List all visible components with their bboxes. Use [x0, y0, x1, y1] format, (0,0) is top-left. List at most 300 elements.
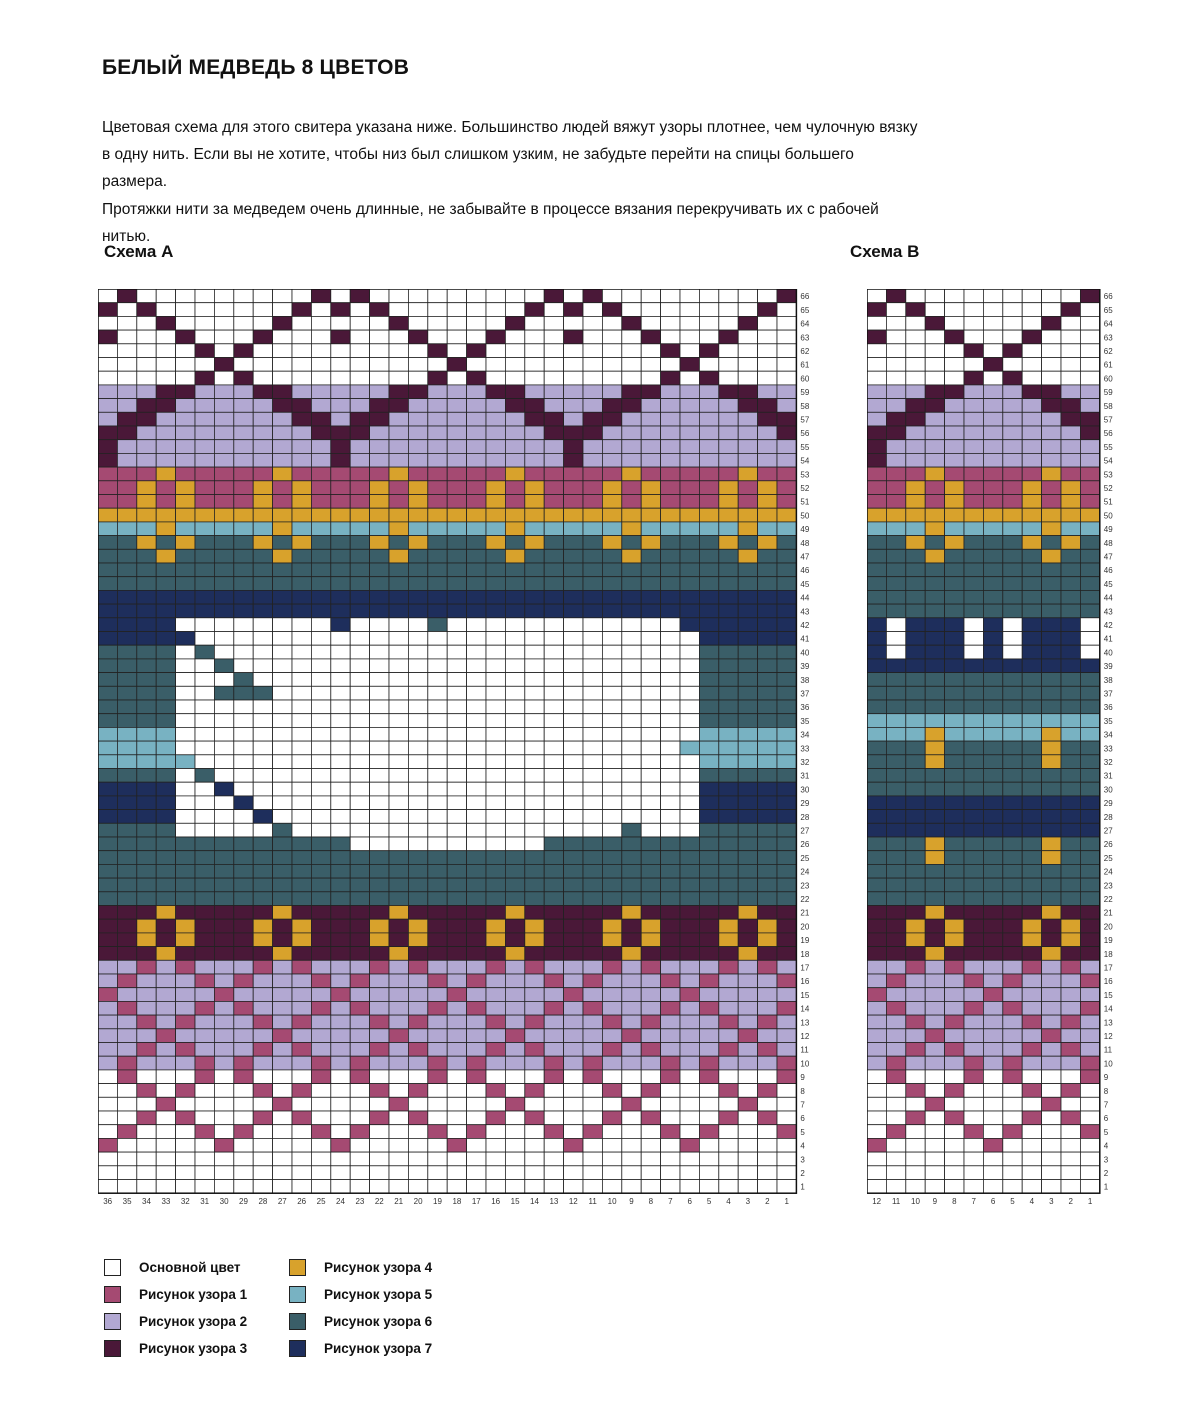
chart-cell [544, 878, 563, 892]
chart-cell [253, 714, 272, 728]
chart-cell [564, 577, 583, 591]
chart-cell [389, 426, 408, 440]
chart-cell [945, 892, 964, 906]
chart-cell [137, 700, 156, 714]
chart-cell [350, 755, 369, 769]
chart-cell [176, 371, 195, 385]
chart-cell [486, 426, 505, 440]
chart-cell [525, 330, 544, 344]
chart-cell [370, 933, 389, 947]
chart-cell [906, 536, 925, 550]
chart-cell [98, 645, 117, 659]
chart-cell [525, 371, 544, 385]
chart-cell [964, 303, 983, 317]
chart-cell [447, 782, 466, 796]
chart-cell [176, 1111, 195, 1125]
chart-cell [641, 727, 660, 741]
chart-cell [738, 303, 757, 317]
chart-cell [117, 344, 136, 358]
chart-cell [738, 1152, 757, 1166]
chart-cell [641, 590, 660, 604]
chart-cell [195, 426, 214, 440]
chart-cell [661, 467, 680, 481]
chart-cell [777, 563, 796, 577]
chart-cell [350, 1138, 369, 1152]
chart-cell [273, 645, 292, 659]
row-number: 28 [1103, 812, 1113, 822]
chart-cell [602, 563, 621, 577]
chart-cell [867, 590, 886, 604]
chart-cell [925, 769, 944, 783]
chart-cell [467, 659, 486, 673]
chart-cell [98, 796, 117, 810]
chart-cell [253, 1166, 272, 1180]
chart-cell [1080, 1138, 1099, 1152]
chart-cell [719, 632, 738, 646]
chart-cell [234, 563, 253, 577]
chart-cell [719, 892, 738, 906]
chart-cell [195, 1070, 214, 1084]
chart-cell [964, 864, 983, 878]
chart-cell [622, 577, 641, 591]
chart-cell [738, 618, 757, 632]
chart-cell [292, 1097, 311, 1111]
chart-cell [214, 522, 233, 536]
chart-cell [428, 440, 447, 454]
chart-cell [1061, 947, 1080, 961]
chart-cell [738, 1043, 757, 1057]
chart-cell [719, 727, 738, 741]
chart-cell [544, 645, 563, 659]
column-number: 28 [258, 1197, 268, 1207]
chart-cell [505, 1056, 524, 1070]
chart-cell [867, 316, 886, 330]
chart-cell [906, 632, 925, 646]
chart-cell [389, 481, 408, 495]
chart-cell [273, 659, 292, 673]
chart-cell [925, 878, 944, 892]
chart-cell [350, 440, 369, 454]
chart-cell [505, 947, 524, 961]
chart-cell [544, 810, 563, 824]
chart-cell [719, 385, 738, 399]
chart-cell [1003, 673, 1022, 687]
chart-cell [777, 495, 796, 509]
chart-cell [137, 878, 156, 892]
chart-cell [925, 741, 944, 755]
chart-cell [389, 632, 408, 646]
chart-cell [1042, 878, 1061, 892]
chart-cell [273, 1138, 292, 1152]
chart-cell [544, 933, 563, 947]
chart-cell [719, 495, 738, 509]
chart-cell [525, 727, 544, 741]
chart-cell [408, 851, 427, 865]
chart-cell [292, 673, 311, 687]
chart-cell [273, 892, 292, 906]
chart-cell [1061, 974, 1080, 988]
chart-cell [1022, 508, 1041, 522]
chart-cell [505, 303, 524, 317]
chart-cell [350, 686, 369, 700]
row-number: 1 [1103, 1182, 1109, 1192]
chart-cell [945, 1015, 964, 1029]
chart-cell [886, 727, 905, 741]
chart-cell [370, 330, 389, 344]
chart-cell [486, 618, 505, 632]
chart-cell [234, 892, 253, 906]
chart-cell [253, 495, 272, 509]
chart-cell [906, 399, 925, 413]
chart-cell [98, 590, 117, 604]
chart-cell [389, 1180, 408, 1194]
chart-cell [176, 645, 195, 659]
chart-cell [777, 1125, 796, 1139]
chart-cell [273, 577, 292, 591]
chart-cell [622, 1001, 641, 1015]
chart-cell [719, 1001, 738, 1015]
chart-cell [389, 1166, 408, 1180]
row-number: 49 [800, 525, 810, 535]
chart-cell [680, 947, 699, 961]
chart-cell [253, 864, 272, 878]
chart-cell [137, 906, 156, 920]
chart-cell [117, 864, 136, 878]
chart-cell [925, 837, 944, 851]
chart-cell [447, 467, 466, 481]
chart-cell [680, 892, 699, 906]
chart-cell [428, 590, 447, 604]
chart-cell [1080, 495, 1099, 509]
chart-cell [964, 906, 983, 920]
chart-cell [964, 563, 983, 577]
chart-cell [602, 1097, 621, 1111]
chart-cell [273, 823, 292, 837]
chart-cell [983, 700, 1002, 714]
chart-cell [622, 563, 641, 577]
chart-cell [680, 1152, 699, 1166]
chart-cell [486, 686, 505, 700]
chart-cell [906, 1166, 925, 1180]
row-number: 3 [1103, 1155, 1109, 1165]
chart-cell [1003, 385, 1022, 399]
chart-cell [564, 1125, 583, 1139]
row-number: 14 [800, 1004, 810, 1014]
chart-cell [253, 1097, 272, 1111]
chart-cell [253, 371, 272, 385]
chart-cell [311, 1152, 330, 1166]
chart-cell [311, 796, 330, 810]
chart-cell [641, 1125, 660, 1139]
chart-cell [525, 604, 544, 618]
chart-cell [964, 960, 983, 974]
chart-cell [641, 371, 660, 385]
row-number: 62 [800, 347, 810, 356]
chart-cell [525, 577, 544, 591]
chart-cell [253, 1084, 272, 1098]
chart-cell [945, 755, 964, 769]
chart-cell [137, 440, 156, 454]
chart-cell [680, 659, 699, 673]
chart-cell [234, 371, 253, 385]
chart-cell [156, 1029, 175, 1043]
chart-cell [777, 440, 796, 454]
chart-cell [622, 851, 641, 865]
chart-cell [505, 673, 524, 687]
chart-cell [311, 823, 330, 837]
chart-cell [641, 851, 660, 865]
chart-cell [738, 495, 757, 509]
row-number: 22 [800, 895, 810, 904]
chart-cell [564, 522, 583, 536]
row-number: 44 [1103, 593, 1113, 603]
chart-cell [867, 782, 886, 796]
chart-cell [505, 686, 524, 700]
chart-cell [214, 1111, 233, 1125]
chart-cell [544, 906, 563, 920]
chart-cell [867, 1070, 886, 1084]
chart-cell [447, 741, 466, 755]
chart-cell [602, 440, 621, 454]
chart-cell [311, 549, 330, 563]
chart-cell [867, 906, 886, 920]
chart-cell [389, 659, 408, 673]
chart-cell [350, 344, 369, 358]
chart-cell [867, 892, 886, 906]
chart-cell [486, 1152, 505, 1166]
chart-cell [964, 1138, 983, 1152]
chart-cell [176, 686, 195, 700]
chart-cell [408, 755, 427, 769]
chart-cell [370, 577, 389, 591]
chart-cell [137, 659, 156, 673]
chart-cell [945, 358, 964, 372]
chart-cell [1022, 303, 1041, 317]
chart-cell [331, 659, 350, 673]
chart-cell [98, 741, 117, 755]
chart-cell [447, 536, 466, 550]
chart-cell [486, 988, 505, 1002]
chart-cell [195, 1029, 214, 1043]
chart-cell [945, 960, 964, 974]
chart-cell [273, 412, 292, 426]
chart-cell [964, 810, 983, 824]
chart-cell [370, 289, 389, 303]
chart-cell [253, 1056, 272, 1070]
chart-cell [564, 741, 583, 755]
chart-cell [945, 878, 964, 892]
chart-cell [983, 481, 1002, 495]
chart-cell [1080, 892, 1099, 906]
chart-cell [719, 508, 738, 522]
chart-cell [486, 823, 505, 837]
chart-cell [214, 782, 233, 796]
chart-cell [964, 892, 983, 906]
chart-cell [719, 1111, 738, 1125]
chart-cell [867, 563, 886, 577]
chart-cell [350, 1166, 369, 1180]
chart-cell [137, 864, 156, 878]
chart-cell [292, 755, 311, 769]
chart-cell [661, 495, 680, 509]
chart-cell [1061, 577, 1080, 591]
chart-cell [486, 851, 505, 865]
chart-cell [350, 604, 369, 618]
chart-cell [886, 782, 905, 796]
chart-cell [867, 988, 886, 1002]
chart-cell [886, 810, 905, 824]
chart-cell [738, 974, 757, 988]
chart-cell [925, 604, 944, 618]
chart-cell [622, 741, 641, 755]
column-number: 12 [872, 1197, 882, 1207]
chart-cell [544, 700, 563, 714]
chart-cell [867, 618, 886, 632]
chart-cell [1003, 823, 1022, 837]
chart-cell [1061, 741, 1080, 755]
chart-cell [137, 960, 156, 974]
chart-cell [156, 495, 175, 509]
chart-cell [867, 508, 886, 522]
chart-cell [1042, 467, 1061, 481]
chart-cell [719, 316, 738, 330]
chart-cell [447, 481, 466, 495]
chart-cell [1080, 481, 1099, 495]
chart-cell [176, 960, 195, 974]
chart-cell [699, 412, 718, 426]
chart-cell [867, 1180, 886, 1194]
chart-cell [370, 878, 389, 892]
chart-cell [886, 1015, 905, 1029]
chart-cell [98, 467, 117, 481]
chart-cell [680, 686, 699, 700]
chart-cell [273, 1084, 292, 1098]
chart-cell [1042, 974, 1061, 988]
chart-cell [370, 864, 389, 878]
chart-cell [253, 892, 272, 906]
chart-cell [408, 344, 427, 358]
chart-cell [1022, 563, 1041, 577]
chart-cell [117, 316, 136, 330]
chart-cell [583, 316, 602, 330]
chart-cell [1042, 522, 1061, 536]
chart-cell [622, 878, 641, 892]
chart-cell [886, 1070, 905, 1084]
chart-cell [331, 878, 350, 892]
chart-cell [886, 632, 905, 646]
chart-cell [331, 906, 350, 920]
chart-cell [176, 632, 195, 646]
chart-cell [602, 810, 621, 824]
chart-cell [331, 769, 350, 783]
chart-cell [925, 851, 944, 865]
chart-cell [1022, 1043, 1041, 1057]
chart-cell [777, 796, 796, 810]
chart-cell [176, 974, 195, 988]
chart-cell [370, 1056, 389, 1070]
chart-cell [467, 1097, 486, 1111]
chart-cell [505, 1152, 524, 1166]
chart-cell [1061, 892, 1080, 906]
chart-cell [273, 1029, 292, 1043]
chart-cell [661, 563, 680, 577]
chart-cell [564, 344, 583, 358]
chart-cell [389, 1015, 408, 1029]
chart-cell [983, 851, 1002, 865]
chart-cell [719, 823, 738, 837]
chart-cell [234, 522, 253, 536]
chart-cell [370, 645, 389, 659]
chart-cell [117, 522, 136, 536]
chart-cell [447, 412, 466, 426]
chart-cell [428, 741, 447, 755]
chart-cell [176, 330, 195, 344]
row-number: 26 [1103, 840, 1113, 850]
chart-cell [389, 1111, 408, 1125]
chart-cell [906, 289, 925, 303]
chart-cell [1042, 837, 1061, 851]
chart-cell [738, 371, 757, 385]
chart-cell [156, 741, 175, 755]
chart-cell [641, 810, 660, 824]
chart-cell [1022, 426, 1041, 440]
chart-cell [428, 344, 447, 358]
chart-cell [389, 316, 408, 330]
chart-cell [544, 522, 563, 536]
chart-cell [964, 769, 983, 783]
chart-cell [428, 508, 447, 522]
chart-cell [925, 974, 944, 988]
chart-cell [156, 590, 175, 604]
chart-cell [1003, 1056, 1022, 1070]
chart-cell [292, 618, 311, 632]
chart-cell [1003, 1111, 1022, 1125]
chart-cell [389, 536, 408, 550]
chart-cell [1061, 878, 1080, 892]
chart-cell [564, 549, 583, 563]
chart-cell [867, 289, 886, 303]
chart-cell [467, 686, 486, 700]
chart-cell [886, 316, 905, 330]
chart-cell [331, 1070, 350, 1084]
chart-cell [544, 371, 563, 385]
chart-cell [176, 590, 195, 604]
chart-cell [964, 659, 983, 673]
chart-cell [622, 1043, 641, 1057]
chart-cell [1042, 371, 1061, 385]
row-number: 25 [800, 853, 810, 863]
chart-cell [983, 495, 1002, 509]
chart-cell [564, 412, 583, 426]
chart-cell [292, 426, 311, 440]
chart-cell [699, 700, 718, 714]
chart-cell [331, 1056, 350, 1070]
chart-cell [1061, 289, 1080, 303]
chart-cell [292, 371, 311, 385]
chart-cell [234, 933, 253, 947]
chart-cell [1042, 399, 1061, 413]
chart-cell [564, 289, 583, 303]
chart-cell [906, 988, 925, 1002]
chart-cell [350, 823, 369, 837]
chart-cell [350, 837, 369, 851]
chart-cell [486, 769, 505, 783]
chart-cell [350, 371, 369, 385]
chart-cell [1042, 714, 1061, 728]
chart-cell [758, 796, 777, 810]
chart-cell [983, 741, 1002, 755]
column-number: 6 [990, 1197, 996, 1207]
